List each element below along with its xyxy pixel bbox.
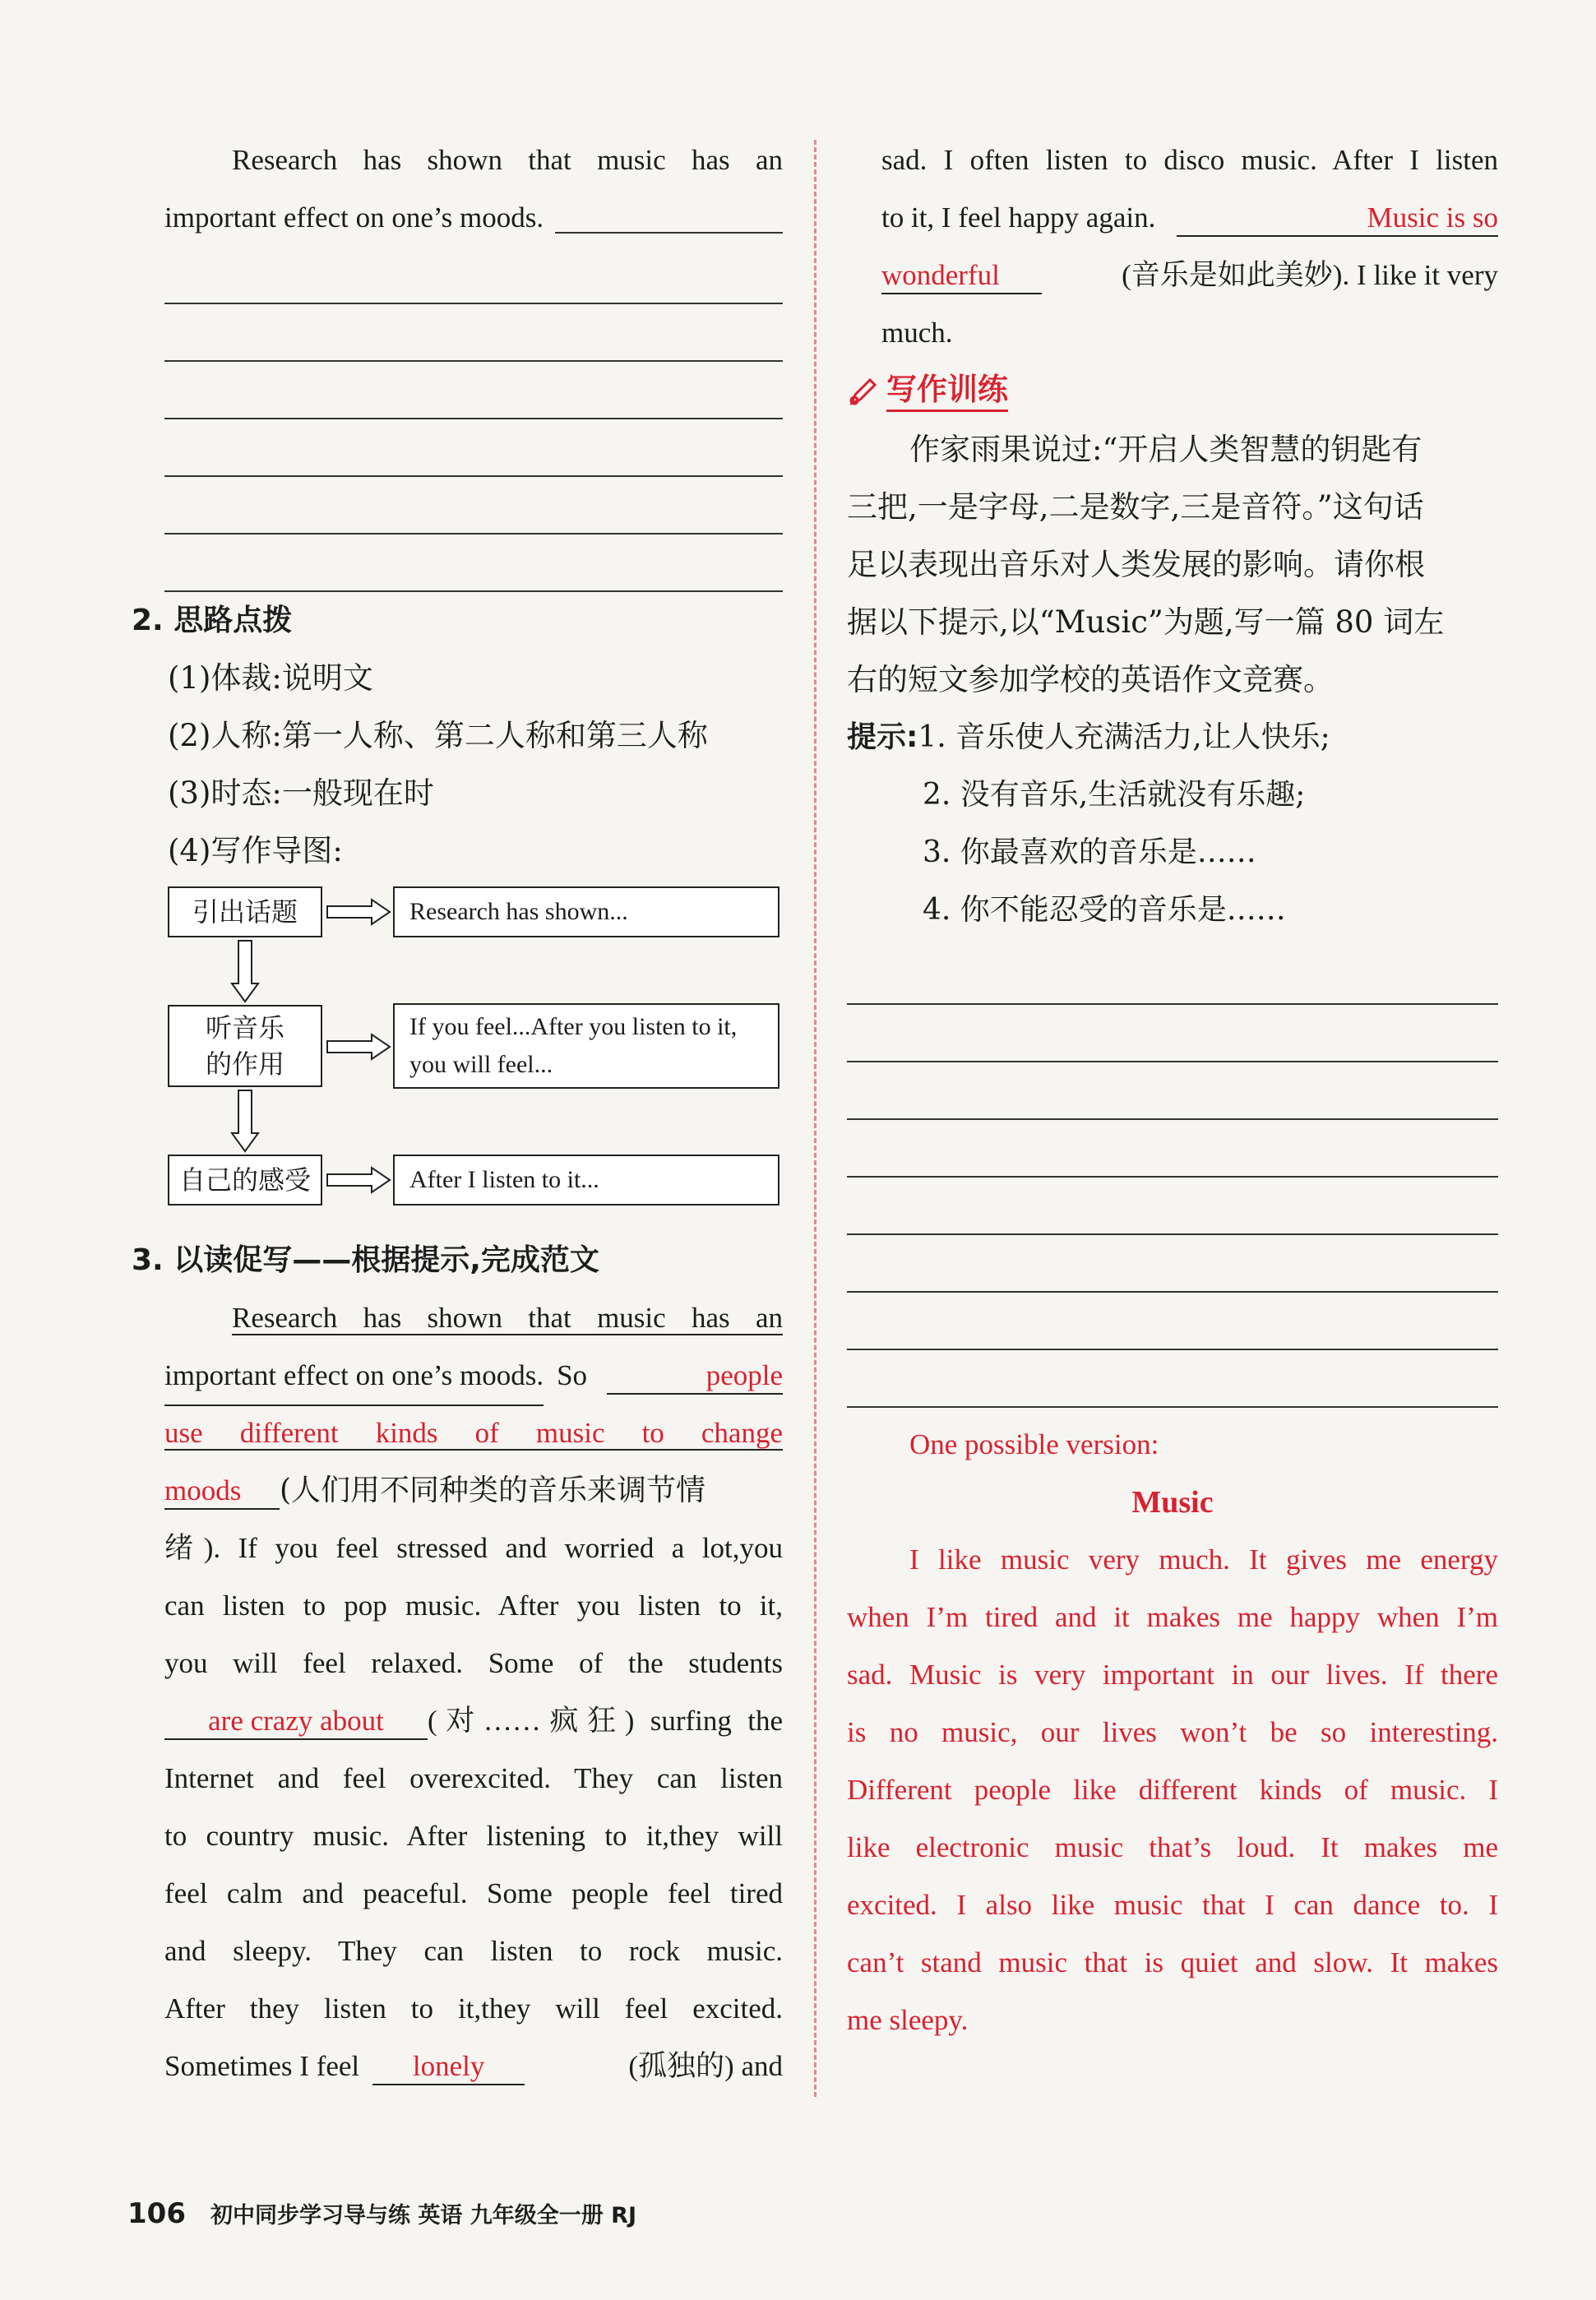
tips-row-3: 3. 你最喜欢的音乐是…… [923, 835, 1256, 869]
answer-text: Music is so [1367, 201, 1498, 234]
passage-line-1 [164, 1289, 783, 1347]
s2-item-3: (3)时态:一般现在时 [168, 775, 434, 811]
page-number: 106 [127, 2197, 186, 2230]
passage-text: (对……疯狂) surfing the [428, 1705, 783, 1737]
passage-line-9: Internet and feel overexcited. They can listen [164, 1762, 783, 1794]
flow-label-topic [168, 886, 322, 937]
passage-line-5: 绪). If you feel stressed and worried a lot,you [164, 1532, 783, 1564]
s2-item-1: (1)体裁:说明文 [168, 660, 373, 696]
passage-line-7: you will feel relaxed. Some of the students [164, 1647, 783, 1679]
passage-text: Sometimes I feel [164, 2050, 360, 2082]
prompt-line-3: 足以表现出音乐对人类发展的影响。请你根 [847, 547, 1425, 582]
page-footer [127, 2197, 636, 2230]
passage-text: (孤独的) and [628, 2050, 783, 2082]
left-column [132, 132, 783, 2095]
passage-line-14 [164, 2038, 783, 2095]
writing-line[interactable] [847, 1005, 1498, 1062]
flow-text-line: If you feel...After you listen to it, [409, 1013, 738, 1040]
model-line-1: I like music very much. It gives me energy [909, 1543, 1498, 1576]
answer-text: are crazy about [208, 1705, 384, 1737]
arrow-down-icon [230, 939, 260, 1003]
model-line-7: excited. I also like music that I can dance to. I [847, 1889, 1498, 1921]
prompt-line-4: 据以下提示,以“Music”为题,写一篇 80 词左 [847, 604, 1445, 640]
answer-blank-moods[interactable] [164, 1474, 280, 1510]
arrow-right-icon [326, 1166, 391, 1194]
model-line-6: like electronic music that’s loud. It makes me [847, 1831, 1498, 1863]
writing-flowchart [164, 886, 783, 1232]
cont-line-3 [847, 247, 1498, 304]
pen-icon [847, 375, 880, 408]
tips-label: 提示: [847, 720, 918, 754]
cont-line-1 [847, 132, 1498, 189]
right-column [847, 132, 1498, 2049]
writing-line[interactable] [847, 1235, 1498, 1293]
section-2-heading: 2. 思路点拨 [132, 604, 293, 637]
answer-blank-people[interactable] [607, 1358, 783, 1395]
passage-line-4 [164, 1462, 783, 1520]
writing-line[interactable] [847, 1062, 1498, 1120]
flow-label-text: 自己的感受 [178, 1164, 311, 1196]
arrow-down-icon [230, 1089, 260, 1153]
model-line-3: sad. Music is very important in our lives. If there [847, 1659, 1498, 1691]
flow-label-feeling [168, 1155, 322, 1206]
passage-line-2 [164, 1347, 783, 1405]
passage-hint: (人们用不同种类的音乐来调节情 [280, 1474, 706, 1507]
answer-blank-music[interactable] [1177, 201, 1498, 237]
flow-label-text: 听音乐 的作用 [205, 1012, 285, 1080]
model-line-4: is no music, our lives won’t be so interesting. [847, 1716, 1498, 1748]
writing-line[interactable] [847, 1120, 1498, 1178]
answer-line[interactable] [164, 477, 783, 535]
answer-text: people [705, 1359, 783, 1391]
flow-text-feeling [393, 1155, 779, 1206]
model-intro: One possible version: [909, 1428, 1159, 1460]
arrow-right-icon [326, 1033, 391, 1061]
writing-line[interactable] [847, 1178, 1498, 1235]
passage-text: Research has shown that music has an [232, 1302, 783, 1334]
writing-line[interactable] [847, 947, 1498, 1005]
passage-line-13: After they listen to it,they will feel excited. [164, 1992, 783, 2025]
passage-text: sad. I often listen to disco music. After I listen [881, 144, 1498, 176]
book-title: 初中同步学习导与练 英语 九年级全一册 RJ [210, 2203, 637, 2228]
passage-line-10: to country music. After listening to it,they will [164, 1820, 783, 1852]
tips-row-2: 2. 没有音乐,生活就没有乐趣; [923, 778, 1306, 812]
answer-line[interactable] [164, 362, 783, 419]
s2-item-4: (4)写作导图: [168, 833, 343, 868]
model-title: Music [1131, 1485, 1214, 1520]
section-3-heading: 3. 以读促写——根据提示,完成范文 [132, 1243, 599, 1277]
answer-text: moods [164, 1474, 242, 1506]
model-line-9: me sleepy. [847, 2004, 969, 2036]
tips-row-1 [847, 709, 1498, 766]
answer-text: use different kinds of music to change [164, 1417, 783, 1449]
flow-text-topic [393, 886, 779, 937]
prompt-line-1: 作家雨果说过:“开启人类智慧的钥匙有 [909, 432, 1423, 467]
intro-line-1: Research has shown that music has an [232, 144, 783, 176]
flow-label-effect [168, 1005, 322, 1087]
prompt-line-5: 右的短文参加学校的英语作文竞赛。 [847, 662, 1334, 697]
answer-blank-crazy[interactable] [164, 1704, 428, 1740]
writing-line[interactable] [847, 1293, 1498, 1350]
intro-answer-blank[interactable] [555, 189, 783, 234]
passage-text: (音乐是如此美妙). I like it very [1122, 259, 1498, 291]
answer-text: wonderful [881, 259, 1000, 291]
intro-line-2 [164, 189, 783, 247]
passage-line-3 [164, 1405, 783, 1462]
arrow-right-icon [326, 898, 391, 926]
answer-text: lonely [412, 2050, 485, 2082]
flow-text-line: After I listen to it... [409, 1166, 599, 1193]
writing-practice-heading [847, 362, 1498, 421]
writing-practice-title: 写作训练 [886, 372, 1008, 412]
model-line-2: when I’m tired and it makes me happy when I’m [847, 1601, 1498, 1633]
answer-line[interactable] [164, 304, 783, 362]
intro-line-2-text: important effect on one’s moods. [164, 201, 544, 234]
answer-blank-lonely[interactable] [372, 2049, 525, 2085]
cont-line-2 [847, 189, 1498, 247]
answer-line[interactable] [164, 535, 783, 592]
passage-line-6: can listen to pop music. After you listen to it, [164, 1590, 783, 1622]
flow-label-text: 引出话题 [192, 896, 298, 928]
passage-text: to it, I feel happy again. [881, 201, 1156, 234]
flow-text-effect [393, 1003, 779, 1089]
passage-line-8 [164, 1692, 783, 1750]
tip-text: 1. 音乐使人充满活力,让人快乐; [918, 720, 1330, 754]
flow-text-line: Research has shown... [409, 898, 628, 925]
answer-line[interactable] [164, 247, 783, 304]
passage-line-12: and sleepy. They can listen to rock music. [164, 1935, 783, 1967]
model-line-5: Different people like different kinds of music. I [847, 1774, 1498, 1806]
column-divider [814, 140, 817, 2097]
flow-text-line: you will feel... [409, 1051, 553, 1078]
passage-line-11: feel calm and peaceful. Some people feel tired [164, 1877, 783, 1909]
prompt-line-2: 三把,一是字母,二是数字,三是音符。”这句话 [847, 489, 1424, 525]
answer-blank-wonderful[interactable] [881, 258, 1042, 294]
cont-line-4: much. [881, 317, 953, 349]
passage-text: So [557, 1359, 588, 1391]
answer-line[interactable] [164, 419, 783, 477]
model-line-8: can’t stand music that is quiet and slow. It makes [847, 1946, 1498, 1978]
passage-text: important effect on one’s moods. [164, 1347, 544, 1406]
tips-row-4: 4. 你不能忍受的音乐是…… [923, 893, 1286, 927]
writing-line[interactable] [847, 1350, 1498, 1408]
s2-item-2: (2)人称:第一人称、第二人称和第三人称 [168, 718, 708, 753]
